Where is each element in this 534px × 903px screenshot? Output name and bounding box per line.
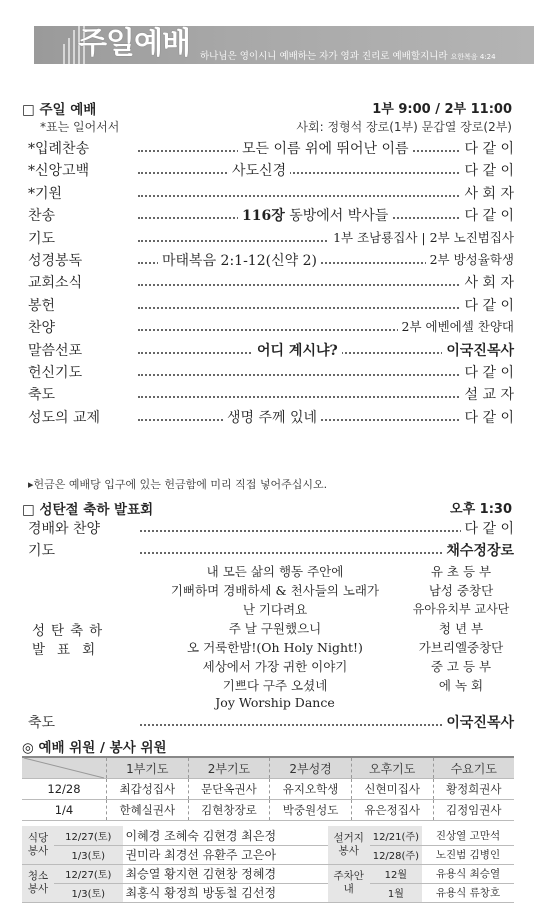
dot-leader	[138, 401, 514, 421]
dot-leader	[140, 512, 514, 532]
service-names: 최홍식 황정희 방동철 김선정	[123, 883, 328, 902]
dot-leader	[138, 154, 514, 174]
order-item-label	[28, 362, 132, 382]
table-cell: 김현창장로	[188, 800, 270, 821]
dot-leader	[138, 378, 514, 398]
performance-title: 세상에서 가장 귀한 이야기	[202, 659, 348, 674]
performance-group: 가브리엘중창단	[418, 640, 504, 655]
order-item-label-text: 찬양	[28, 320, 56, 337]
table-row	[22, 800, 514, 821]
performance-title: 기쁘다 구주 오셨네	[222, 678, 328, 693]
order-item-label	[28, 317, 132, 337]
order-item-detail-text: 생명 주께 있네	[227, 409, 318, 426]
service-group	[328, 864, 370, 902]
duty-section-title: ◎ 예배 위원 / 봉사 위원	[22, 740, 167, 756]
order-item-label-text: 봉헌	[28, 297, 56, 314]
order-item-label	[28, 407, 132, 427]
program-item-label	[28, 712, 132, 732]
order-item-detail	[223, 407, 321, 427]
verse-ref: 요한복음 4:24	[450, 53, 496, 61]
service-date: 12/21(주)	[370, 826, 422, 845]
order-item-leader: 2부 에벤에셀 찬양대	[398, 317, 515, 335]
verse-text: 하나님은 영이시니 예배하는 자가 영과 진리로 예배할지니라	[200, 51, 448, 62]
order-item-label-text: 성도의 교제	[28, 409, 101, 426]
order-item-label-text: 기도	[28, 230, 56, 247]
program-item	[28, 712, 514, 734]
performance-group: 에 녹 회	[438, 678, 484, 693]
service-date: 1/3(토)	[54, 883, 123, 902]
table-cell: 황정희권사	[433, 779, 514, 800]
performance-group: 남성 중창단	[428, 583, 494, 598]
order-item-label	[28, 138, 132, 158]
col-header: 2부성경	[270, 757, 352, 779]
bulletin-header	[0, 0, 534, 80]
table-cell: 신현미집사	[351, 779, 433, 800]
row-date: 1/4	[22, 800, 107, 821]
order-item-label-text: 말씀선포	[28, 342, 83, 359]
duty-table-header	[22, 757, 514, 779]
christmas-section-title: □ 성탄절 축하 발표회	[22, 502, 154, 518]
program-item-label-text: 경배와 찬양	[28, 521, 101, 537]
service-date: 12/28(주)	[370, 845, 422, 864]
row-date: 12/28	[22, 779, 107, 800]
service-date: 1월	[370, 883, 422, 902]
service-group	[22, 864, 54, 902]
service-names: 유용식 최승열	[422, 864, 514, 883]
order-item-label-text: 헌신기도	[28, 365, 83, 381]
order-item-leader: 1부 조남룡집사 | 2부 노진범집사	[329, 228, 514, 246]
order-item-leader: 다 같 이	[461, 362, 514, 382]
page-title: 주일예배	[78, 26, 190, 61]
table-row	[22, 845, 514, 864]
order-item-label	[28, 205, 132, 225]
order-item-detail-text: 동방에서 박사들	[289, 208, 389, 225]
offering-note: ▸헌금은 예배당 입구에 있는 헌금함에 미리 직접 넣어주십시오.	[28, 478, 328, 491]
order-item-detail-text: 사도신경	[232, 163, 287, 180]
corner-cell	[22, 757, 107, 779]
order-item-label	[28, 340, 132, 360]
service-date: 12/27(토)	[54, 826, 123, 845]
program-item-label-text: 기도	[28, 543, 56, 559]
service-names: 이혜경 조혜숙 김현경 최은정	[123, 826, 328, 845]
program-item-leader: 이국진목사	[442, 712, 514, 732]
service-names: 최승열 황지현 김현창 정혜경	[123, 864, 328, 883]
order-item-leader: 다 같 이	[461, 407, 514, 427]
service-date: 1/3(토)	[54, 845, 123, 864]
service-names: 노진범 김병인	[422, 845, 514, 864]
dot-leader	[138, 289, 514, 309]
order-item-leader: 다 같 이	[461, 160, 514, 180]
performance-title: Joy Worship Dance	[215, 695, 335, 710]
performance-group: 유아유치부 교사단	[412, 602, 510, 616]
diagonal-line-icon	[24, 758, 104, 778]
program-item-label	[28, 540, 132, 560]
order-item-detail-text: 모든 이름 위에 뛰어난 이름	[242, 141, 409, 157]
order-item-leader: 설 교 자	[461, 384, 514, 404]
service-names: 권미라 최경선 유환주 고은아	[123, 845, 328, 864]
order-item-label	[28, 272, 132, 292]
service-date: 12/27(토)	[54, 864, 123, 883]
group-label-1-text: 성탄축하	[32, 623, 109, 639]
service-group-label: 설거지봉사	[333, 831, 364, 857]
order-item-label-text: 찬송	[28, 208, 56, 225]
performance-title: 내 모든 삶의 행동 주안에	[206, 564, 344, 579]
order-item-leader: 이국진목사	[442, 340, 514, 360]
table-row	[22, 883, 514, 902]
table-cell: 최갑성집사	[107, 779, 189, 800]
header-verse	[200, 48, 496, 62]
table-cell: 김정임권사	[433, 800, 514, 821]
order-item-label-text: 축도	[28, 387, 56, 404]
order-item-leader: 2부 방성율학생	[426, 250, 514, 268]
worship-time: 1부 9:00 / 2부 11:00	[372, 102, 512, 117]
hymn-number: 116장	[242, 208, 285, 225]
order-item-label-text: *입례찬송	[28, 141, 90, 157]
order-item-detail-text: 마태복음 2:1-12(신약 2)	[162, 253, 317, 269]
order-item-leader: 사 회 자	[461, 183, 514, 203]
program-item-leader: 다 같 이	[461, 518, 514, 538]
order-item-label-text: *기원	[28, 185, 63, 202]
group-label-1	[32, 619, 132, 639]
order-item-detail-text: 어디 계시냐?	[257, 342, 338, 359]
service-group-label: 식당봉사	[27, 831, 49, 857]
performance-title: 주 날 구원했으니	[228, 621, 322, 636]
table-cell: 한혜실권사	[107, 800, 189, 821]
service-names: 진상열 고만석	[422, 826, 514, 845]
service-group	[328, 826, 370, 864]
service-group-label: 주차안내	[333, 870, 364, 895]
moderator: 사회: 정형석 장로(1부) 문갑열 장로(2부)	[296, 120, 512, 134]
program-item-leader: 채수정장로	[442, 540, 514, 560]
table-row	[22, 864, 514, 883]
performance-group: 청 년 부	[438, 621, 484, 636]
duty-table	[22, 756, 514, 821]
order-item-label	[28, 384, 132, 404]
program-item	[28, 540, 514, 562]
stand-note: *표는 일어서서	[40, 120, 120, 134]
dot-leader	[138, 356, 514, 376]
dot-leader	[138, 266, 514, 286]
service-table	[22, 826, 514, 903]
program-item-label	[28, 518, 132, 538]
order-item	[28, 407, 514, 429]
performance-group: 중 고 등 부	[430, 659, 492, 674]
program-item-label-text: 축도	[28, 715, 56, 731]
service-date: 12월	[370, 864, 422, 883]
order-item-leader: 다 같 이	[461, 295, 514, 315]
order-item-label	[28, 183, 132, 203]
worship-section-title: □ 주일 예배	[22, 102, 97, 118]
order-item-label	[28, 250, 132, 270]
order-item-label	[28, 228, 132, 248]
dot-leader	[138, 177, 514, 197]
performance-group: 유 초 등 부	[430, 564, 492, 579]
service-group	[22, 826, 54, 864]
performance-title: 기뻐하며 경배하세 & 천사들의 노래가	[170, 583, 380, 598]
order-item-leader: 다 같 이	[461, 138, 514, 158]
table-row	[22, 779, 514, 800]
order-item-leader: 사 회 자	[461, 272, 514, 292]
order-item-label-text: 교회소식	[28, 275, 83, 292]
table-cell: 유지오학생	[270, 779, 352, 800]
christmas-time: 오후 1:30	[450, 502, 512, 517]
order-item-label	[28, 295, 132, 315]
col-header: 오후기도	[351, 757, 433, 779]
header-logo	[56, 16, 190, 66]
performance-title: 난 기다려요	[242, 602, 308, 617]
group-label-2: 발표회	[32, 642, 108, 658]
table-cell: 문단옥권사	[188, 779, 270, 800]
col-header: 1부기도	[107, 757, 189, 779]
table-row	[22, 826, 514, 845]
order-item-label-text: 성경봉독	[28, 253, 83, 269]
table-cell: 박중원성도	[270, 800, 352, 821]
order-item-leader: 다 같 이	[461, 205, 514, 225]
performance-title: 오 거룩한밤!(Oh Holy Night!)	[187, 640, 363, 655]
order-item-label	[28, 160, 132, 180]
table-cell: 유은정집사	[351, 800, 433, 821]
service-group-label: 청소봉사	[27, 870, 49, 895]
col-header: 2부기도	[188, 757, 270, 779]
service-names: 유용식 류창호	[422, 883, 514, 902]
col-header: 수요기도	[433, 757, 514, 779]
order-item-label-text: *신앙고백	[28, 163, 90, 180]
